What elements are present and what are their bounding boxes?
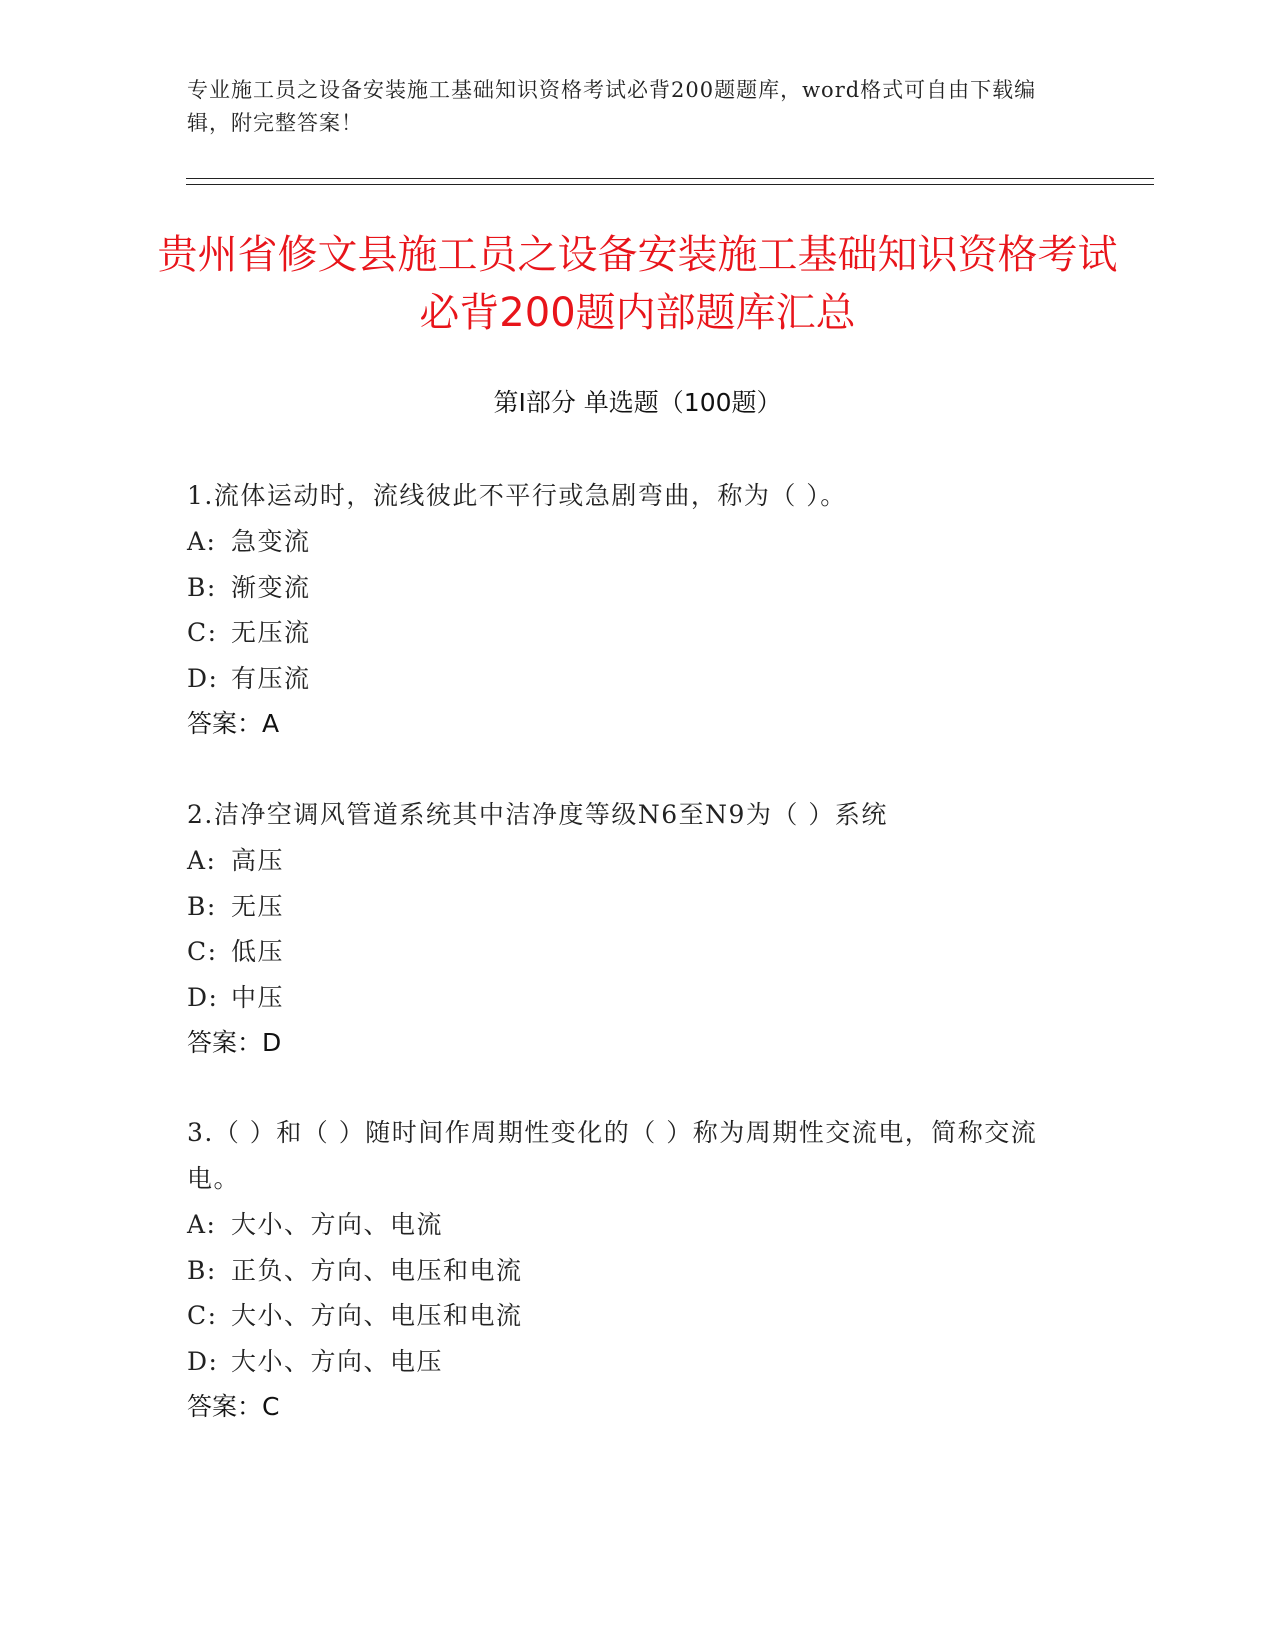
- question-stem: 3.（ ）和（ ）随时间作周期性变化的（ ）称为周期性交流电，简称交流电。: [187, 1118, 1038, 1193]
- option-key: C:: [187, 937, 218, 966]
- section-heading: 第Ⅰ部分 单选题（100题）: [493, 388, 782, 417]
- option-d: [187, 1339, 1087, 1385]
- question-2: [187, 792, 1087, 1066]
- header-rule-top: [186, 178, 1154, 179]
- option-text: 高压: [231, 846, 285, 875]
- option-a: [187, 838, 1087, 884]
- header-note: 专业施工员之设备安装施工基础知识资格考试必背200题题库，word格式可自由下载编辑，附完整答案！: [187, 78, 1037, 135]
- option-text: 大小、方向、电压: [231, 1346, 444, 1376]
- answer-line: 答案：C: [187, 1392, 280, 1421]
- option-key: D:: [187, 982, 219, 1012]
- option-key: A:: [187, 846, 217, 875]
- option-c: [187, 929, 1087, 975]
- option-text: 渐变流: [231, 572, 311, 602]
- option-d: [187, 656, 1087, 702]
- option-key: C:: [187, 618, 218, 647]
- option-key: D:: [187, 663, 219, 693]
- question-1: [187, 473, 1087, 747]
- option-key: C:: [187, 1301, 218, 1330]
- document-title: 贵州省修文县施工员之设备安装施工基础知识资格考试必背200题内部题库汇总: [157, 232, 1118, 336]
- option-text: 低压: [231, 937, 285, 966]
- option-key: A:: [187, 527, 217, 556]
- option-c: [187, 610, 1087, 656]
- option-key: B:: [187, 1255, 217, 1285]
- answer-line: 答案：A: [187, 709, 280, 738]
- option-key: B:: [187, 891, 217, 921]
- header-rule-bottom: [186, 184, 1154, 185]
- option-text: 急变流: [231, 527, 311, 556]
- option-text: 无压流: [231, 618, 311, 647]
- option-d: [187, 975, 1087, 1021]
- answer-line: 答案：D: [187, 1028, 282, 1057]
- option-text: 正负、方向、电压和电流: [231, 1255, 523, 1285]
- option-text: 有压流: [231, 663, 311, 693]
- option-b: [187, 884, 1087, 930]
- option-b: [187, 1248, 1087, 1294]
- question-stem: 2.洁净空调风管道系统其中洁净度等级N6至N9为（ ）系统: [187, 800, 888, 829]
- option-text: 大小、方向、电压和电流: [231, 1301, 523, 1330]
- option-c: [187, 1293, 1087, 1339]
- question-stem: 1.流体运动时，流线彼此不平行或急剧弯曲，称为（ ）。: [187, 481, 847, 510]
- option-text: 无压: [231, 891, 285, 921]
- option-b: [187, 565, 1087, 611]
- option-a: [187, 1202, 1087, 1248]
- option-text: 大小、方向、电流: [231, 1210, 444, 1239]
- option-key: D:: [187, 1346, 219, 1376]
- option-key: B:: [187, 572, 217, 602]
- option-a: [187, 519, 1087, 565]
- question-3: [187, 1110, 1087, 1430]
- option-text: 中压: [231, 982, 285, 1012]
- option-key: A:: [187, 1210, 217, 1239]
